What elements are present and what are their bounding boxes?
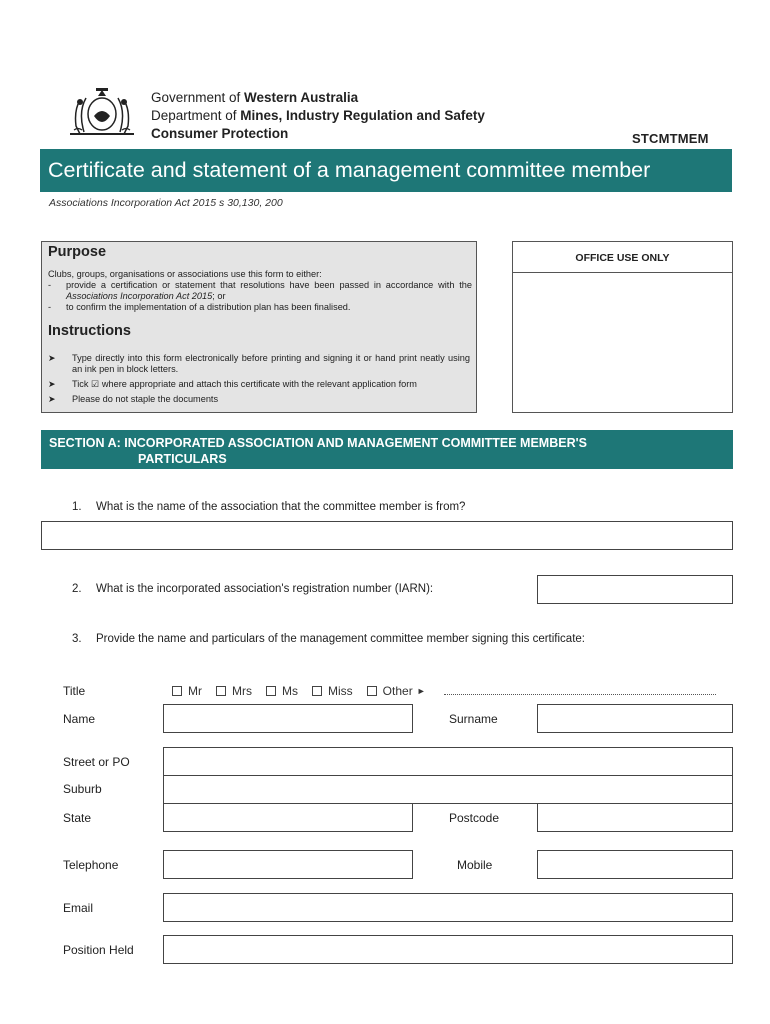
suburb-field[interactable] — [163, 775, 733, 804]
question-text: What is the incorporated association's registration number (IARN): — [96, 583, 434, 595]
association-name-field[interactable] — [41, 521, 733, 550]
instruction-item — [48, 353, 470, 375]
gov-line-2-prefix: Department of — [151, 108, 241, 123]
purpose-bullet-2: - to confirm the implementation of a distribution plan has been finalised. — [48, 302, 351, 312]
section-a-line-2: PARTICULARS — [138, 452, 227, 466]
title-option-label: Other — [382, 684, 413, 698]
suburb-label: Suburb — [63, 782, 102, 796]
question-3 — [72, 633, 585, 645]
name-field[interactable] — [163, 704, 413, 733]
office-use-label: OFFICE USE ONLY — [513, 242, 732, 273]
purpose-bullet-1-end: ; or — [212, 291, 226, 301]
question-text: Provide the name and particulars of the management committee member signing this certificate: — [96, 633, 585, 645]
gov-line-1-bold: Western Australia — [244, 90, 359, 105]
arrow-bullet-icon: ➤ — [48, 353, 56, 363]
position-label: Position Held — [63, 943, 134, 957]
checkbox-icon[interactable] — [266, 686, 276, 696]
gov-line-2-bold: Mines, Industry Regulation and Safety — [240, 108, 485, 123]
form-title: Certificate and statement of a management committee member — [40, 149, 732, 192]
checkbox-icon[interactable] — [172, 686, 182, 696]
government-header — [151, 89, 485, 143]
telephone-field[interactable] — [163, 850, 413, 879]
purpose-bullet-1: - provide a certification or statement that resolutions have been passed in accordance with the Associations Incorporation Act 2015; or — [48, 280, 472, 301]
title-option-label: Mrs — [232, 684, 252, 698]
instructions-list — [48, 353, 470, 409]
title-option-label: Miss — [328, 684, 353, 698]
title-option-label: Mr — [188, 684, 202, 698]
purpose-bullet-1-act: Associations Incorporation Act 2015 — [66, 291, 213, 301]
office-use-box — [512, 241, 733, 413]
position-field[interactable] — [163, 935, 733, 964]
wa-crest-logo — [66, 80, 138, 138]
state-label: State — [63, 811, 92, 825]
purpose-text — [48, 269, 472, 313]
street-label: Street or PO — [63, 755, 130, 769]
section-a-line-1: SECTION A: INCORPORATED ASSOCIATION AND MANAGEMENT COMMITTEE MEMBER'S — [49, 436, 587, 450]
telephone-label: Telephone — [63, 858, 119, 872]
state-field[interactable] — [163, 803, 413, 832]
instruction-text: Tick ☑ where appropriate and attach this certificate with the relevant application form — [72, 379, 417, 389]
title-option-label: Ms — [282, 684, 298, 698]
postcode-field[interactable] — [537, 803, 733, 832]
purpose-intro: Clubs, groups, organisations or associations use this form to either: — [48, 269, 322, 279]
triangle-right-icon: ► — [416, 686, 426, 696]
question-number: 2. — [72, 583, 82, 595]
title-options — [172, 684, 440, 698]
surname-field[interactable] — [537, 704, 733, 733]
street-field[interactable] — [163, 747, 733, 776]
arrow-bullet-icon: ➤ — [48, 394, 56, 404]
title-option-miss[interactable] — [312, 684, 353, 698]
title-other-line[interactable] — [444, 694, 716, 695]
question-1 — [72, 501, 465, 513]
instructions-heading: Instructions — [48, 323, 131, 339]
form-code: STCMTMEM — [632, 131, 709, 146]
question-number: 3. — [72, 633, 82, 645]
checkbox-icon[interactable] — [367, 686, 377, 696]
name-label: Name — [63, 712, 96, 726]
instruction-text: Please do not staple the documents — [72, 394, 219, 404]
title-option-mrs[interactable] — [216, 684, 252, 698]
section-a-header — [41, 430, 733, 469]
gov-line-1-prefix: Government of — [151, 90, 245, 105]
title-label: Title — [63, 684, 86, 698]
question-number: 1. — [72, 501, 82, 513]
arrow-bullet-icon: ➤ — [48, 379, 56, 389]
question-2 — [72, 583, 433, 595]
title-option-mr[interactable] — [172, 684, 202, 698]
postcode-label: Postcode — [449, 811, 500, 825]
instruction-text: Type directly into this form electronically before printing and signing it or hand print neatly using an ink pen in block letters. — [72, 353, 470, 374]
title-option-other[interactable] — [367, 684, 426, 698]
gov-line-3: Consumer Protection — [151, 126, 289, 141]
email-field[interactable] — [163, 893, 733, 922]
purpose-bullet-2-text: to confirm the implementation of a distribution plan has been finalised. — [66, 302, 351, 312]
title-option-ms[interactable] — [266, 684, 298, 698]
checkbox-icon[interactable] — [216, 686, 226, 696]
purpose-heading: Purpose — [48, 244, 107, 260]
purpose-instructions-box — [41, 241, 477, 413]
surname-label: Surname — [449, 712, 498, 726]
mobile-field[interactable] — [537, 850, 733, 879]
act-reference: Associations Incorporation Act 2015 s 30,130, 200 — [49, 197, 283, 209]
iarn-field[interactable] — [537, 575, 733, 604]
purpose-bullet-1-text: provide a certification or statement that resolutions have been passed in accordance with the — [66, 280, 472, 290]
instruction-item — [48, 379, 470, 390]
email-label: Email — [63, 901, 94, 915]
mobile-label: Mobile — [457, 858, 493, 872]
instruction-item — [48, 394, 470, 405]
question-text: What is the name of the association that the committee member is from? — [96, 501, 466, 513]
checkbox-icon[interactable] — [312, 686, 322, 696]
